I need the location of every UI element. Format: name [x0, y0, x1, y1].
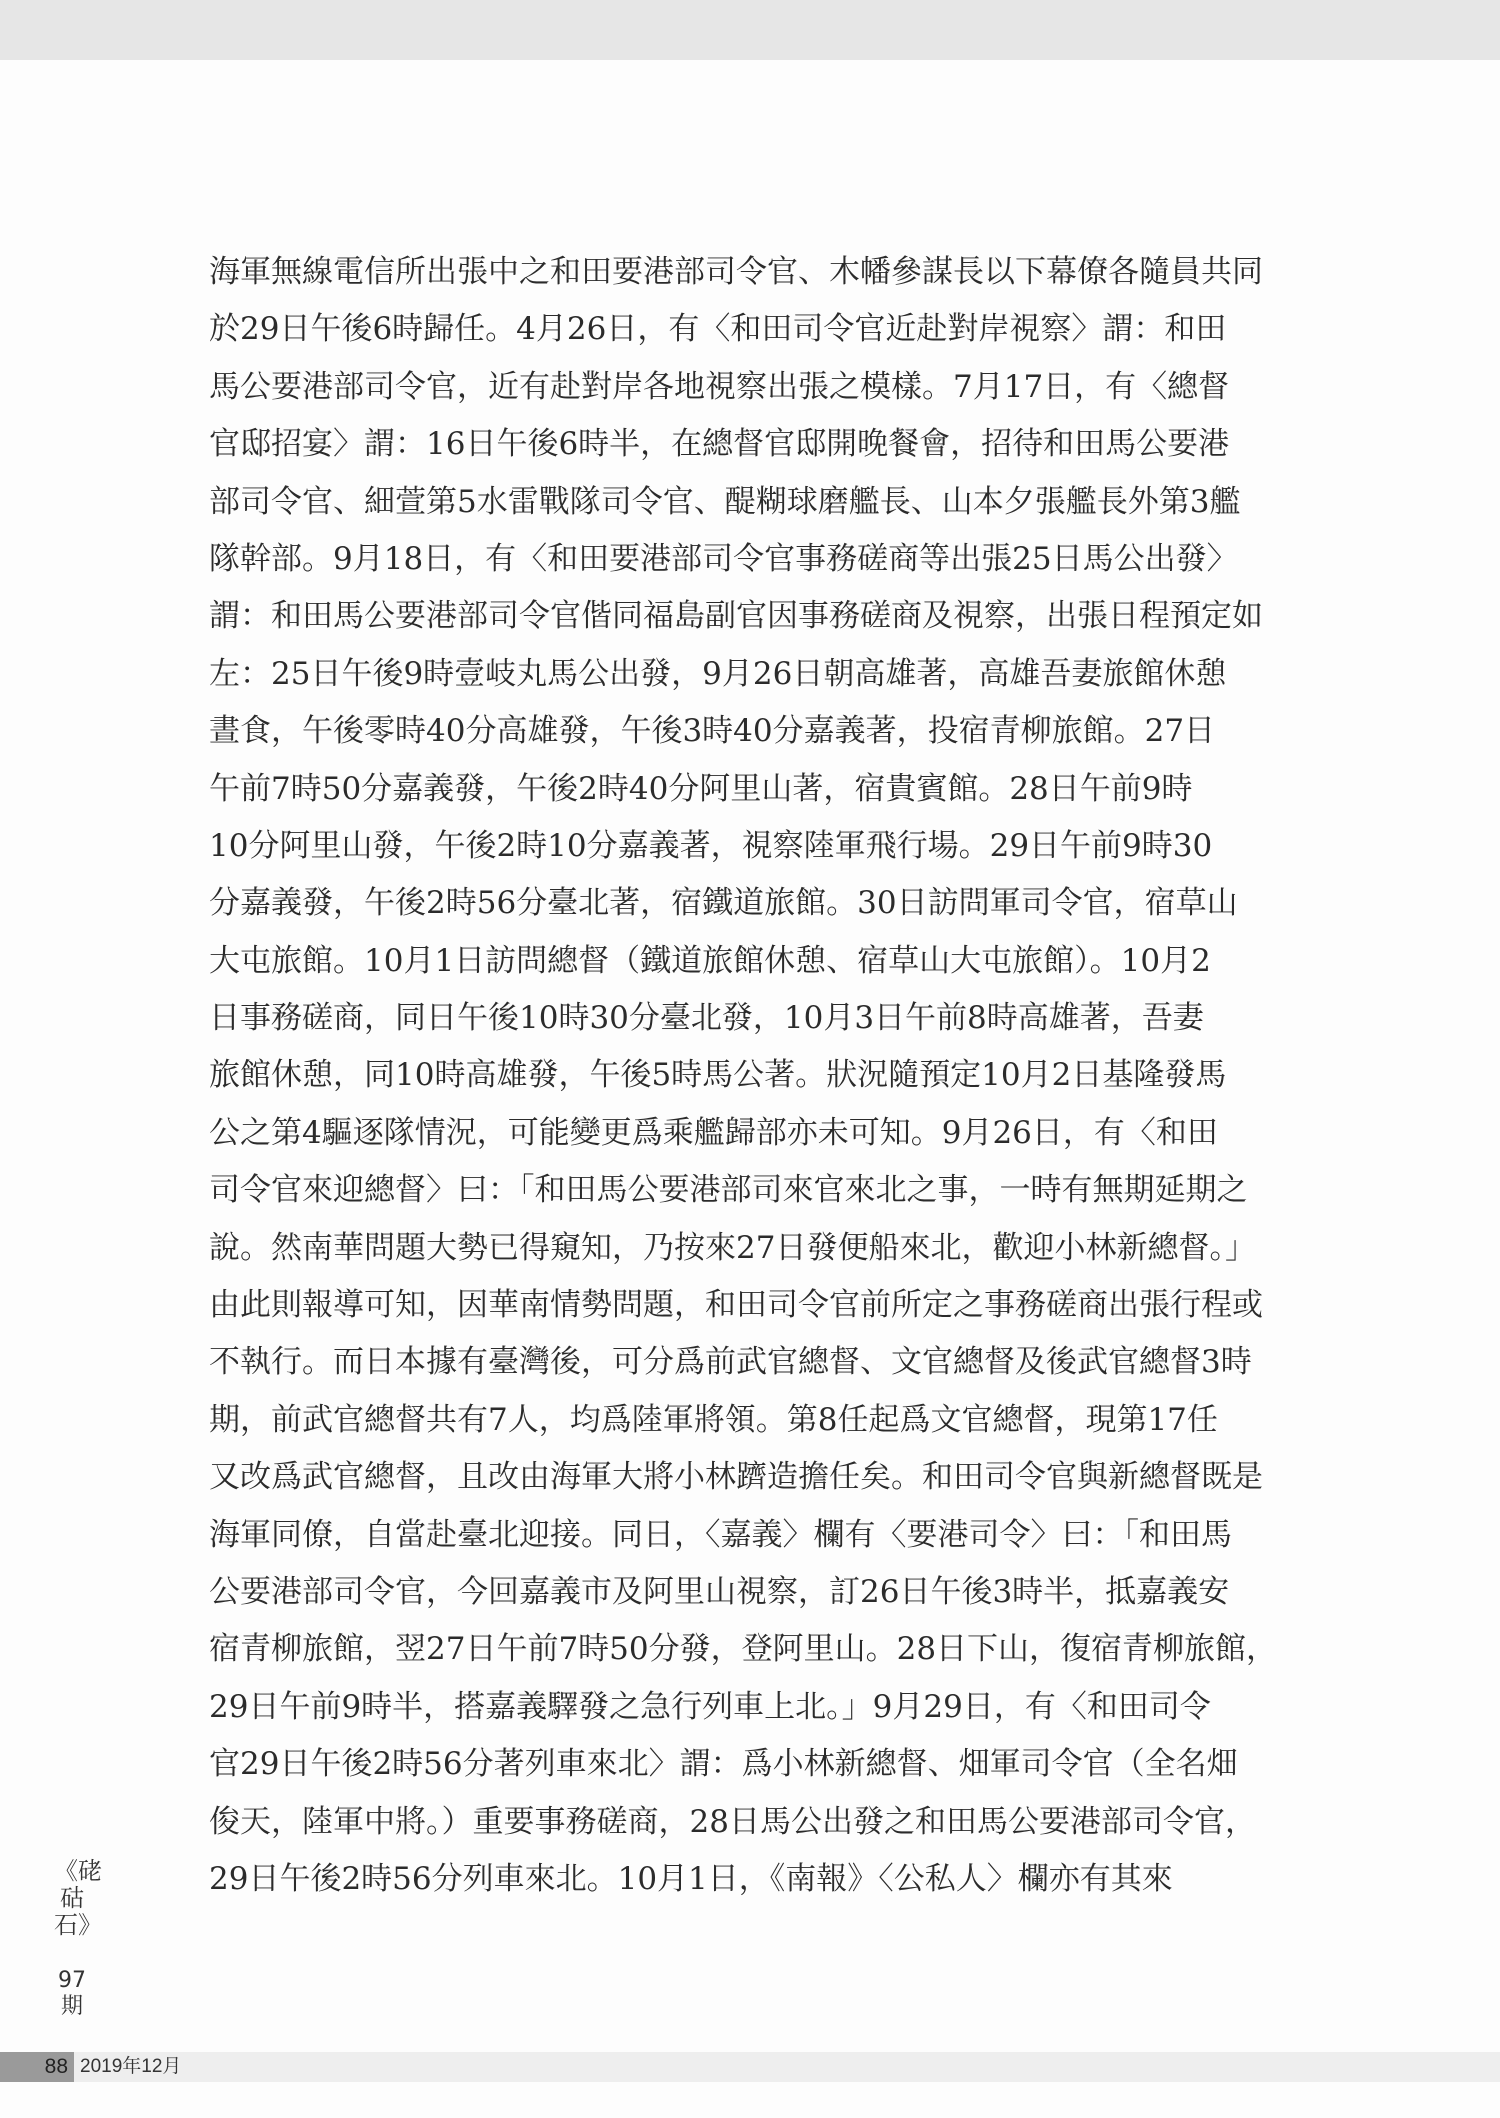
text-line: 馬公要港部司令官，近有赴對岸各地視察出張之模樣。7月17日，有〈總督 — [209, 368, 1230, 405]
text-line: 宿青柳旅館，翌27日午前7時50分發，登阿里山。28日下山，復宿青柳旅館， — [209, 1631, 1278, 1668]
article-body — [209, 244, 1329, 1908]
text-line: 官邸招宴〉謂：16日午後6時半，在總督官邸開晚餐會，招待和田馬公要港 — [209, 426, 1230, 463]
text-line: 旅館休憩，同10時高雄發，午後5時馬公著。狀況隨預定10月2日基隆發馬 — [209, 1057, 1227, 1094]
text-line: 10分阿里山發，午後2時10分嘉義著，視察陸軍飛行場。29日午前9時30 — [209, 827, 1213, 864]
text-line: 29日午後2時56分列車來北。10月1日，《南報》〈公私人〉欄亦有其來 — [209, 1860, 1173, 1897]
issue-date: 2019年12月 — [80, 2056, 182, 2077]
text-line: 晝食，午後零時40分高雄發，午後3時40分嘉義著，投宿青柳旅館。27日 — [209, 713, 1216, 750]
journal-title: 《硓𥑮石》 — [54, 1857, 102, 1939]
text-line: 司令官來迎總督〉曰：「和田馬公要港部司來官來北之事，一時有無期延期之 — [209, 1172, 1248, 1209]
text-line: 說。然南華問題大勢已得窺知，乃按來27日發便船來北，歡迎小林新總督。」 — [209, 1229, 1256, 1266]
text-line: 於29日午後6時歸任。4月26日，有〈和田司令官近赴對岸視察〉謂：和田 — [209, 311, 1227, 348]
text-line: 官29日午後2時56分著列車來北〉謂：爲小林新總督、畑軍司令官（全名畑 — [209, 1746, 1238, 1783]
scan-background-strip — [0, 0, 1500, 60]
text-line: 謂：和田馬公要港部司令官偕同福島副官因事務磋商及視察，出張日程預定如 — [209, 598, 1263, 635]
text-line: 大屯旅館。10月1日訪問總督（鐵道旅館休憩、宿草山大屯旅館）。10月2 — [209, 942, 1211, 979]
text-line: 不執行。而日本據有臺灣後，可分爲前武官總督、文官總督及後武官總督3時 — [209, 1344, 1252, 1381]
text-line: 海軍同僚，自當赴臺北迎接。同日，〈嘉義〉欄有〈要港司令〉曰：「和田馬 — [209, 1516, 1232, 1553]
page-number: 88 — [0, 2052, 74, 2082]
text-line: 公之第4驅逐隊情況，可能變更爲乘艦歸部亦未可知。9月26日，有〈和田 — [209, 1114, 1218, 1151]
journal-issue: 97期 — [58, 1968, 86, 2019]
text-line: 分嘉義發，午後2時56分臺北著，宿鐵道旅館。30日訪問軍司令官，宿草山 — [209, 885, 1238, 922]
text-line: 部司令官、細萱第5水雷戰隊司令官、醍糊球磨艦長、山本夕張艦長外第3艦 — [209, 483, 1241, 520]
text-line: 由此則報導可知，因華南情勢問題，和田司令官前所定之事務磋商出張行程或 — [209, 1287, 1263, 1324]
text-line: 29日午前9時半，搭嘉義驛發之急行列車上北。」9月29日，有〈和田司令 — [209, 1688, 1211, 1725]
footer-band — [0, 2052, 1500, 2082]
text-line: 俊天，陸軍中將。）重要事務磋商，28日馬公出發之和田馬公要港部司令官， — [209, 1803, 1256, 1840]
text-line: 隊幹部。9月18日，有〈和田要港部司令官事務磋商等出張25日馬公出發〉 — [209, 540, 1238, 577]
text-line: 又改爲武官總督，且改由海軍大將小林躋造擔任矣。和田司令官與新總督既是 — [209, 1459, 1263, 1496]
text-line: 公要港部司令官，今回嘉義市及阿里山視察，訂26日午後3時半，抵嘉義安 — [209, 1573, 1230, 1610]
text-line: 海軍無線電信所出張中之和田要港部司令官、木幡參謀長以下幕僚各隨員共同 — [209, 254, 1263, 290]
text-line: 左：25日午後9時壹岐丸馬公出發，9月26日朝高雄著，高雄吾妻旅館休憩 — [209, 655, 1227, 692]
text-line: 日事務磋商，同日午後10時30分臺北發，10月3日午前8時高雄著，吾妻 — [209, 1000, 1204, 1037]
text-line: 期，前武官總督共有7人，均爲陸軍將領。第8任起爲文官總督，現第17任 — [209, 1401, 1218, 1438]
text-line: 午前7時50分嘉義發，午後2時40分阿里山著，宿貴賓館。28日午前9時 — [209, 770, 1193, 807]
